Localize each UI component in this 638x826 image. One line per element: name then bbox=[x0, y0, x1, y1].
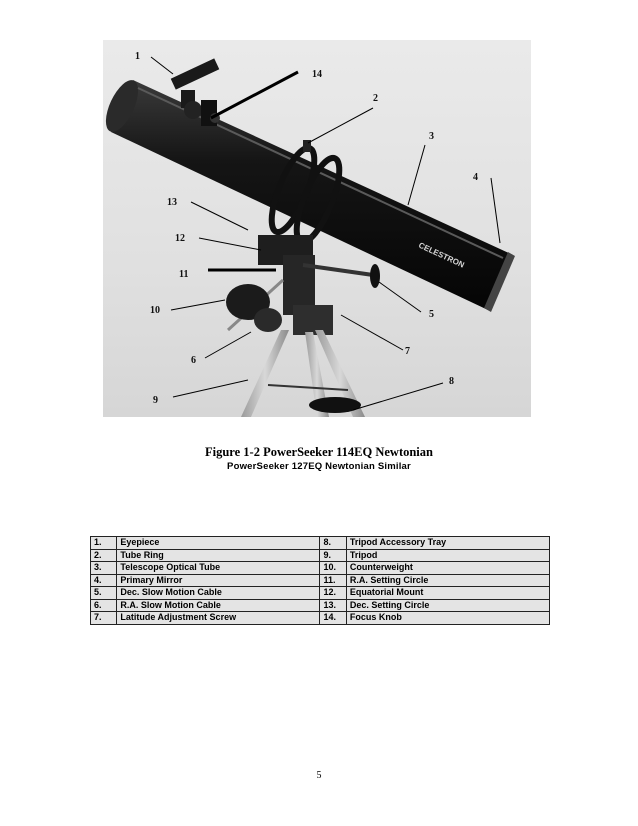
callout-5: 5 bbox=[429, 309, 434, 320]
callout-11: 11 bbox=[179, 269, 189, 280]
part-number: 11. bbox=[320, 574, 346, 587]
callout-1: 1 bbox=[135, 51, 140, 62]
part-name: Dec. Slow Motion Cable bbox=[117, 587, 320, 600]
part-number: 6. bbox=[91, 599, 117, 612]
part-name: Counterweight bbox=[346, 562, 549, 575]
part-number: 1. bbox=[91, 537, 117, 550]
part-number: 13. bbox=[320, 599, 346, 612]
callout-2: 2 bbox=[373, 93, 378, 104]
counterweight bbox=[226, 280, 283, 332]
callout-14: 14 bbox=[312, 69, 322, 80]
table-row bbox=[91, 537, 550, 550]
part-number: 2. bbox=[91, 549, 117, 562]
callout-7: 7 bbox=[405, 346, 410, 357]
callout-10: 10 bbox=[150, 305, 160, 316]
part-number: 9. bbox=[320, 549, 346, 562]
telescope-figure bbox=[103, 40, 531, 417]
part-number: 8. bbox=[320, 537, 346, 550]
callout-3: 3 bbox=[429, 131, 434, 142]
part-number: 5. bbox=[91, 587, 117, 600]
callout-6: 6 bbox=[191, 355, 196, 366]
part-name: Latitude Adjustment Screw bbox=[117, 612, 320, 625]
part-name: Focus Knob bbox=[346, 612, 549, 625]
part-number: 3. bbox=[91, 562, 117, 575]
table-row bbox=[91, 587, 550, 600]
table-row bbox=[91, 549, 550, 562]
table-row bbox=[91, 612, 550, 625]
part-name: Tripod Accessory Tray bbox=[346, 537, 549, 550]
callout-4: 4 bbox=[473, 172, 478, 183]
part-number: 7. bbox=[91, 612, 117, 625]
part-name: Primary Mirror bbox=[117, 574, 320, 587]
callout-8: 8 bbox=[449, 376, 454, 387]
part-name: Equatorial Mount bbox=[346, 587, 549, 600]
part-number: 14. bbox=[320, 612, 346, 625]
part-name: R.A. Slow Motion Cable bbox=[117, 599, 320, 612]
part-name: Eyepiece bbox=[117, 537, 320, 550]
accessory-tray bbox=[309, 397, 361, 413]
part-number: 12. bbox=[320, 587, 346, 600]
focuser bbox=[201, 100, 220, 126]
parts-table bbox=[90, 536, 550, 625]
part-name: Tube Ring bbox=[117, 549, 320, 562]
callout-9: 9 bbox=[153, 395, 158, 406]
part-name: R.A. Setting Circle bbox=[346, 574, 549, 587]
callout-13: 13 bbox=[167, 197, 177, 208]
telescope-illustration bbox=[103, 40, 531, 417]
part-name: Dec. Setting Circle bbox=[346, 599, 549, 612]
table-row bbox=[91, 562, 550, 575]
part-number: 4. bbox=[91, 574, 117, 587]
part-name: Tripod bbox=[346, 549, 549, 562]
part-number: 10. bbox=[320, 562, 346, 575]
page-number: 5 bbox=[316, 770, 322, 781]
table-row bbox=[91, 574, 550, 587]
figure-caption-title: Figure 1-2 PowerSeeker 114EQ Newtonian bbox=[205, 445, 433, 459]
callout-12: 12 bbox=[175, 233, 185, 244]
figure-caption-subtitle: PowerSeeker 127EQ Newtonian Similar bbox=[227, 461, 411, 472]
table-row bbox=[91, 599, 550, 612]
part-name: Telescope Optical Tube bbox=[117, 562, 320, 575]
brand-mark: CELESTRON bbox=[417, 240, 466, 270]
